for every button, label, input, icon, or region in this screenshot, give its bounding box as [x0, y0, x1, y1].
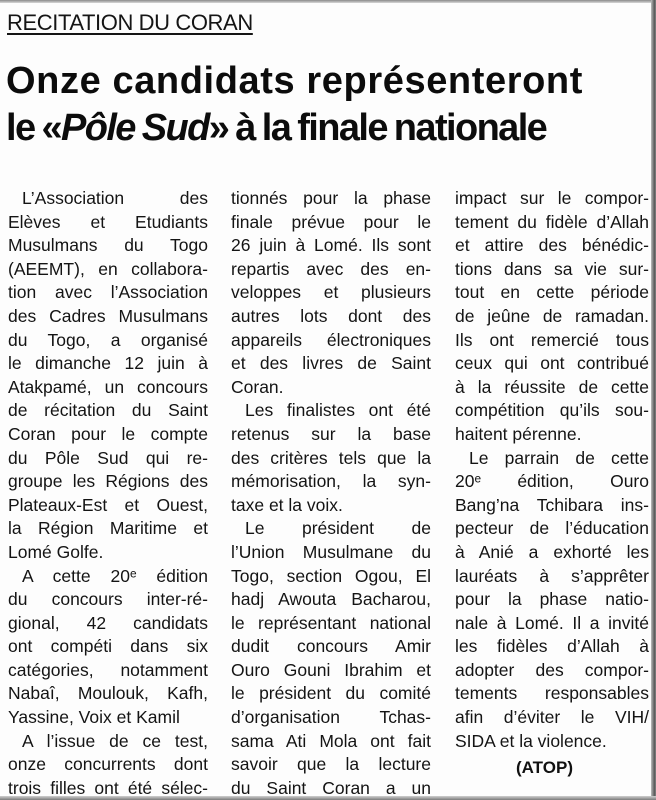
text-line: onze concurrents dont	[8, 754, 208, 775]
text-line: Yassine, Voix et Kamil	[8, 707, 180, 728]
text-line: du Pôle Sud qui re-	[8, 447, 208, 468]
text-line: du Togo, a organisé	[8, 329, 208, 350]
text-line: hadj Awouta Bacharou,	[231, 589, 431, 610]
text-line: tout en cette période	[455, 282, 649, 303]
text-line: et des livres de Saint	[231, 353, 431, 374]
text-line: à Anié a exhorté les	[455, 541, 649, 562]
text-line: appareils électroniques	[231, 329, 431, 350]
text-line: tionnés pour la phase	[231, 188, 431, 208]
headline-italic-pole-sud: Pôle Sud	[60, 107, 209, 149]
text-line: 26 juin à Lomé. Ils sont	[231, 235, 431, 256]
article-signature: (ATOP)	[516, 758, 573, 777]
scan-edge-right	[651, 0, 656, 800]
text-line: trois filles ont été sélec-	[8, 777, 208, 798]
text-line: retenus sur la base	[231, 423, 431, 444]
text-line: du concours inter-ré-	[8, 589, 208, 610]
text-line: Le parrain de cette	[469, 447, 649, 468]
text-line: Ouro Gouni Ibrahim et	[231, 659, 431, 680]
article-column-3	[455, 187, 649, 753]
text-line: sama Ati Mola ont fait	[231, 730, 431, 751]
text-line: savoir que la lecture	[231, 754, 431, 775]
text-line: Elèves et Etudiants	[8, 211, 208, 232]
text-line: nale à Lomé. Il a invité	[455, 612, 649, 633]
text-line: des Cadres Musulmans	[8, 305, 208, 326]
text-line: la Région Maritime et	[8, 518, 208, 539]
text-line: du Saint Coran a un	[231, 777, 431, 798]
text-line: Coran.	[231, 376, 284, 397]
text-line: afin d’éviter le VIH/	[455, 707, 649, 728]
text-line: groupe les Régions des	[8, 471, 208, 492]
text-line: Plateaux-Est et Ouest,	[8, 494, 208, 515]
text-line: Atakpamé, un concours	[8, 376, 208, 397]
article-column-2	[231, 187, 431, 800]
text-line: SIDA et la violence.	[455, 730, 607, 751]
text-line: à la réussite de cette	[455, 376, 649, 397]
text-line: dudit concours Amir	[231, 636, 431, 657]
text-line: veloppes et plusieurs	[231, 282, 431, 303]
text-line: tements responsables	[455, 683, 649, 704]
text-line: des critères tels que la	[231, 447, 431, 468]
headline-line-2	[6, 105, 646, 152]
text-line: Musulmans du Togo	[8, 235, 208, 256]
scan-edge-top	[0, 0, 656, 3]
text-line: le dimanche 12 juin à	[8, 353, 208, 374]
text-line: catégories, notamment	[8, 659, 208, 680]
text-line: et attire des bénédic-	[455, 235, 649, 256]
text-line: compétition qu’ils sou-	[455, 400, 649, 421]
text-line: l’Union Musulmane du	[231, 541, 431, 562]
text-line: le président du comité	[231, 683, 431, 704]
text-line: repartis avec des en-	[231, 258, 431, 279]
article-column-1	[8, 187, 208, 800]
text-line: Nabaî, Moulouk, Kafh,	[8, 683, 208, 704]
headline-suffix: » à la finale nationale	[208, 107, 547, 149]
headline-line-1: Onze candidats représenteront	[6, 60, 583, 102]
article-headline	[6, 58, 646, 152]
text-line: le représentant national	[231, 612, 431, 633]
text-line: ont compéti dans six	[8, 636, 208, 657]
text-line: Le président de	[245, 518, 431, 539]
text-line: tement du fidèle d’Allah	[455, 211, 649, 232]
text-line: pour la phase natio-	[455, 589, 649, 610]
text-line: Togo, section Ogou, El	[231, 565, 431, 586]
text-line: (AEEMT), en collabora-	[8, 258, 208, 279]
text-line: les fidèles d’Allah à	[455, 636, 649, 657]
text-line: A cette 20ᵉ édition	[22, 565, 208, 586]
section-rubric: RECITATION DU CORAN	[7, 10, 253, 35]
text-line: de récitation du Saint	[8, 400, 208, 421]
text-line: lauréats à s’apprêter	[455, 565, 649, 586]
text-line: de jeûne de ramadan.	[455, 305, 649, 326]
text-line: Lomé Golfe.	[8, 541, 104, 562]
text-line: Coran pour le compte	[8, 423, 208, 444]
text-line: impact sur le compor-	[455, 188, 649, 208]
text-line: tion avec l’Association	[8, 282, 208, 303]
article-body	[8, 187, 649, 798]
text-line: haitent pérenne.	[455, 423, 582, 444]
text-line: adopter des compor-	[455, 659, 649, 680]
text-line: Ils ont remercié tous	[455, 329, 649, 350]
text-line: tions dans sa vie sur-	[455, 258, 649, 279]
text-line: A l’issue de ce test,	[22, 730, 208, 751]
text-line: ceux qui ont contribué	[455, 353, 649, 374]
text-line: L’Association des	[22, 188, 208, 208]
headline-prefix: le «	[6, 107, 61, 149]
text-line: Les finalistes ont été	[245, 400, 431, 421]
text-line: autres lots dont des	[231, 305, 431, 326]
text-line: d’organisation Tchas-	[231, 707, 431, 728]
text-line: finale prévue pour le	[231, 211, 431, 232]
text-line: Bang’na Tchibara ins-	[455, 494, 649, 515]
text-line: 20ᵉ édition, Ouro	[455, 471, 649, 492]
text-line: gional, 42 candidats	[8, 612, 208, 633]
text-line: taxe et la voix.	[231, 494, 343, 515]
text-line: pecteur de l’éducation	[455, 518, 649, 539]
text-line: mémorisation, la syn-	[231, 471, 431, 492]
